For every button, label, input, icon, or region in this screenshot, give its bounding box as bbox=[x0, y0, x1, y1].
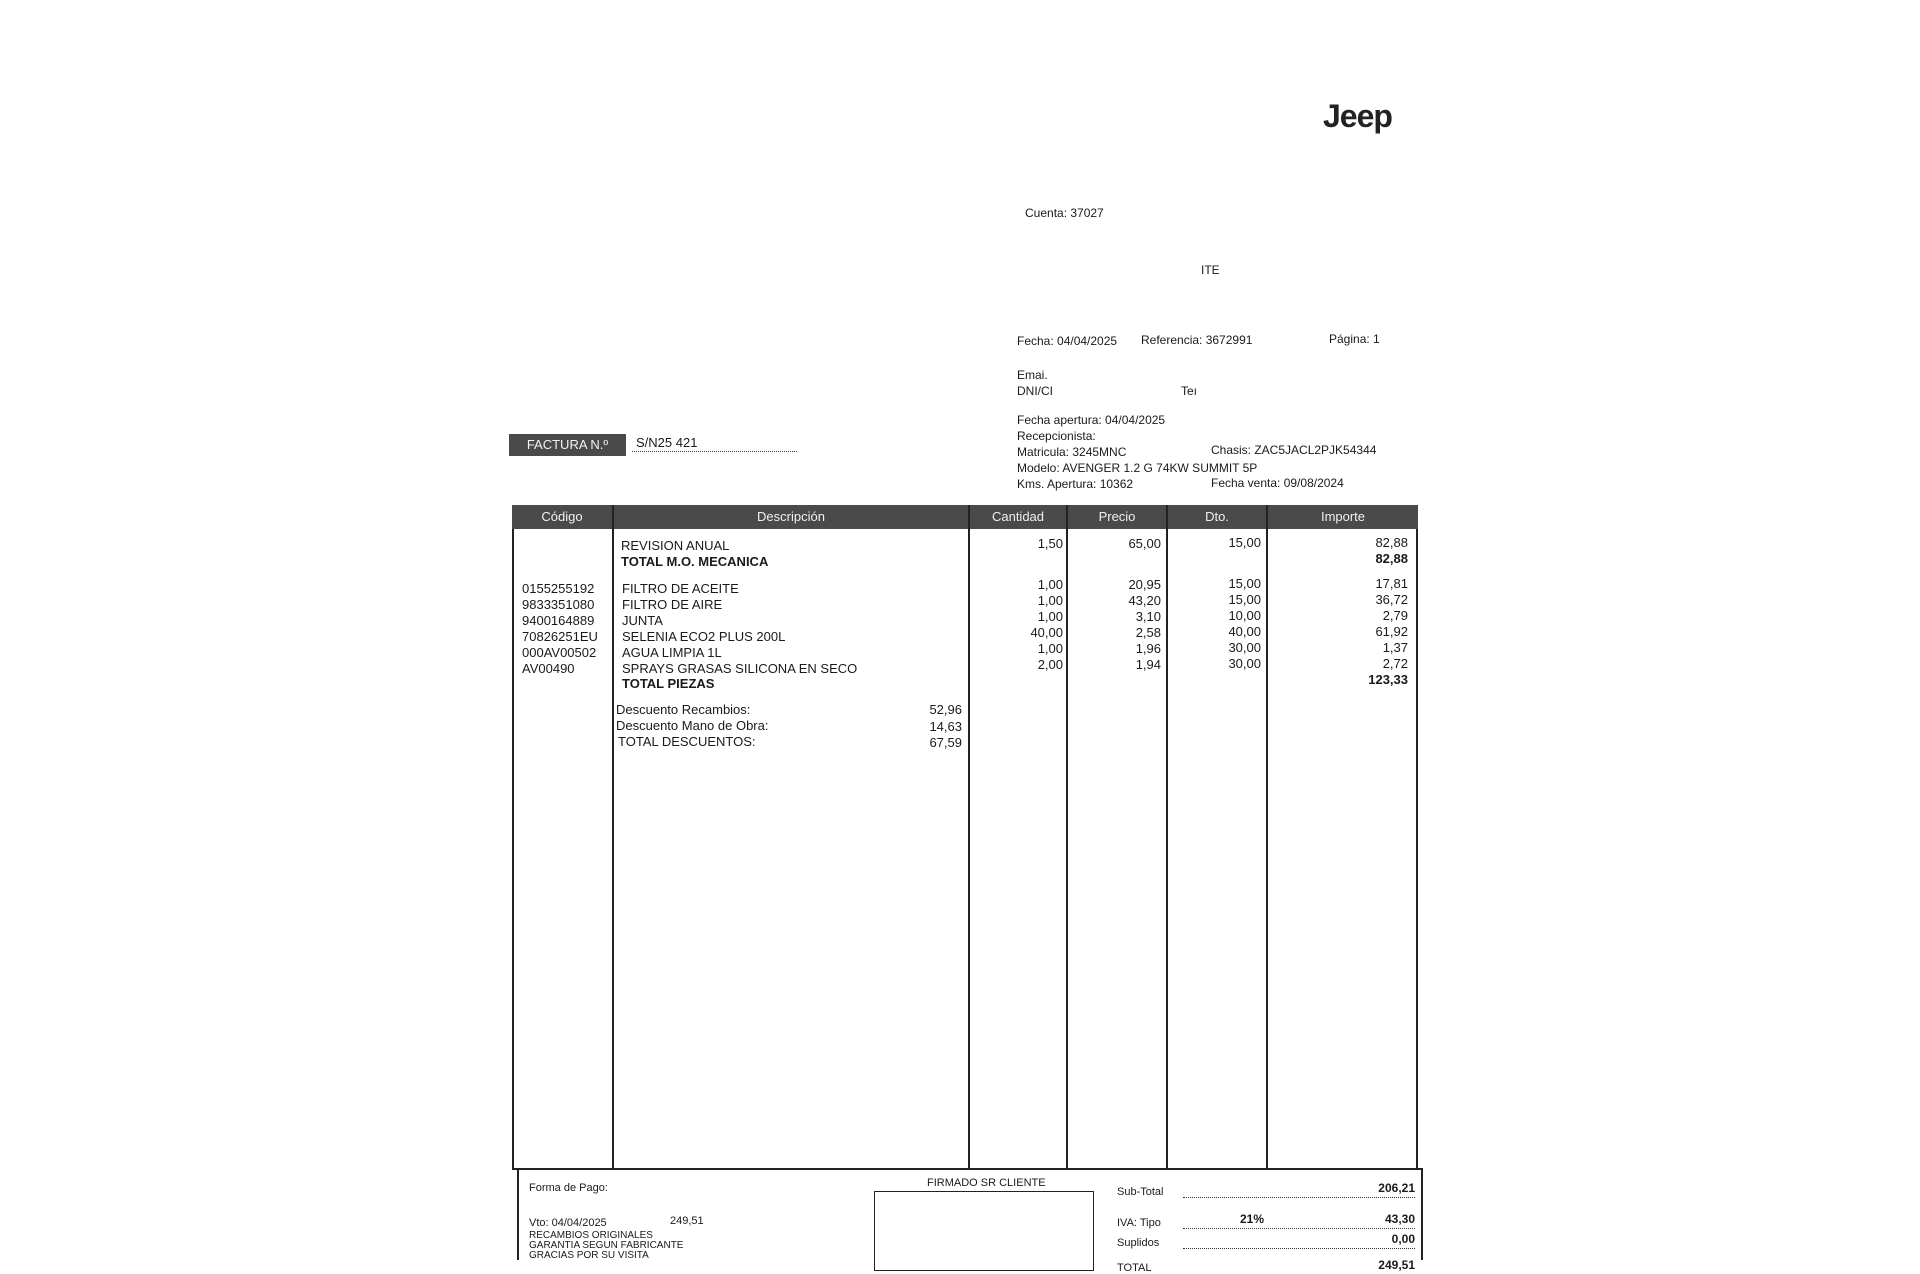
matricula-text: Matricula: 3245MNC bbox=[1017, 445, 1127, 459]
vto-text: Vto: 04/04/2025 bbox=[529, 1217, 607, 1229]
total-value: 249,51 bbox=[1378, 1258, 1415, 1272]
subtotal-value: 206,21 bbox=[1378, 1181, 1415, 1195]
factura-number: S/N25 421 bbox=[636, 435, 698, 450]
part-precio: 1,96 bbox=[1135, 641, 1161, 656]
part-codigo: 9833351080 bbox=[522, 597, 595, 612]
tel-label: Teı bbox=[1181, 384, 1198, 398]
iva-dotted-line bbox=[1183, 1228, 1415, 1229]
footer-note: RECAMBIOS ORIGINALES bbox=[529, 1230, 653, 1241]
parts-total-value: 123,33 bbox=[1368, 672, 1408, 687]
labour-dto: 15,00 bbox=[1228, 535, 1261, 550]
header-importe: Importe bbox=[1320, 509, 1366, 524]
discount-mano-obra-value: 14,63 bbox=[929, 719, 962, 734]
part-precio: 1,94 bbox=[1135, 657, 1161, 672]
header-descripcion: Descripción bbox=[757, 509, 825, 524]
part-importe: 36,72 bbox=[1375, 592, 1408, 607]
part-desc: SPRAYS GRASAS SILICONA EN SECO bbox=[622, 661, 858, 676]
referencia-text: Referencia: 3672991 bbox=[1141, 333, 1253, 347]
subtotal-dotted-line bbox=[1183, 1197, 1415, 1198]
factura-label: FACTURA N.º bbox=[509, 434, 626, 456]
total-descuentos-value: 67,59 bbox=[929, 735, 962, 750]
header-cantidad: Cantidad bbox=[991, 509, 1045, 524]
part-dto: 40,00 bbox=[1228, 624, 1261, 639]
part-cantidad: 2,00 bbox=[1037, 657, 1063, 672]
cuenta-text: Cuenta: 37027 bbox=[1025, 206, 1104, 220]
part-precio: 20,95 bbox=[1128, 577, 1161, 592]
subtotal-label: Sub-Total bbox=[1117, 1186, 1164, 1198]
email-label: Emai. bbox=[1017, 368, 1048, 382]
part-codigo: 0155255192 bbox=[522, 581, 595, 596]
total-label: TOTAL bbox=[1117, 1262, 1152, 1274]
modelo-text: Modelo: AVENGER 1.2 G 74KW SUMMIT 5P bbox=[1017, 461, 1258, 475]
footer-note: GARANTIA SEGUN FABRICANTE bbox=[529, 1240, 684, 1251]
part-importe: 17,81 bbox=[1375, 576, 1408, 591]
part-importe: 2,72 bbox=[1382, 656, 1408, 671]
dni-label: DNI/CI bbox=[1017, 384, 1053, 398]
chasis-text: Chasis: ZAC5JACL2PJK54344 bbox=[1211, 443, 1377, 457]
part-codigo: 000AV00502 bbox=[522, 645, 597, 660]
part-cantidad: 1,00 bbox=[1037, 641, 1063, 656]
part-dto: 10,00 bbox=[1228, 608, 1261, 623]
fecha-text: Fecha: 04/04/2025 bbox=[1017, 334, 1118, 348]
labour-cantidad: 1,50 bbox=[1037, 536, 1063, 551]
part-codigo: 70826251EU bbox=[522, 629, 598, 644]
forma-pago-label: Forma de Pago: bbox=[529, 1182, 608, 1194]
part-precio: 2,58 bbox=[1135, 625, 1161, 640]
part-desc: AGUA LIMPIA 1L bbox=[622, 645, 722, 660]
suplidos-label: Suplidos bbox=[1117, 1237, 1160, 1249]
fecha-apertura-text: Fecha apertura: 04/04/2025 bbox=[1017, 413, 1166, 427]
part-desc: SELENIA ECO2 PLUS 200L bbox=[622, 629, 786, 644]
part-desc: JUNTA bbox=[622, 613, 663, 628]
total-descuentos-label: TOTAL DESCUENTOS: bbox=[618, 734, 756, 749]
header-codigo: Código bbox=[541, 509, 583, 524]
discount-recambios-value: 52,96 bbox=[929, 702, 962, 717]
part-dto: 15,00 bbox=[1228, 576, 1261, 591]
part-dto: 30,00 bbox=[1228, 656, 1261, 671]
labour-desc: REVISION ANUAL bbox=[621, 538, 730, 553]
discount-mano-obra-label: Descuento Mano de Obra: bbox=[616, 718, 769, 733]
part-desc: FILTRO DE AIRE bbox=[622, 597, 723, 612]
part-precio: 43,20 bbox=[1128, 593, 1161, 608]
part-importe: 1,37 bbox=[1382, 640, 1408, 655]
labour-importe: 82,88 bbox=[1375, 535, 1408, 550]
footer-note: GRACIAS POR SU VISITA bbox=[529, 1250, 649, 1261]
part-cantidad: 1,00 bbox=[1037, 609, 1063, 624]
col-divider bbox=[612, 505, 614, 1170]
iva-rate: 21% bbox=[1240, 1212, 1265, 1226]
iva-label: IVA: Tipo bbox=[1117, 1217, 1161, 1229]
part-importe: 2,79 bbox=[1382, 608, 1408, 623]
labour-total-value: 82,88 bbox=[1375, 551, 1408, 566]
suplidos-dotted-line bbox=[1183, 1248, 1415, 1249]
ite-text: ITE bbox=[1201, 263, 1220, 277]
iva-value: 43,30 bbox=[1384, 1212, 1415, 1226]
part-codigo: 9400164889 bbox=[522, 613, 595, 628]
fecha-venta-text: Fecha venta: 09/08/2024 bbox=[1211, 476, 1344, 490]
recepcionista-label: Recepcionista: bbox=[1017, 429, 1096, 443]
part-desc: FILTRO DE ACEITE bbox=[622, 581, 739, 596]
part-dto: 15,00 bbox=[1228, 592, 1261, 607]
part-dto: 30,00 bbox=[1228, 640, 1261, 655]
vto-amount: 249,51 bbox=[670, 1215, 704, 1227]
part-cantidad: 1,00 bbox=[1037, 593, 1063, 608]
part-precio: 3,10 bbox=[1135, 609, 1161, 624]
discount-recambios-label: Descuento Recambios: bbox=[616, 702, 751, 717]
signature-box bbox=[874, 1191, 1094, 1271]
suplidos-value: 0,00 bbox=[1391, 1232, 1415, 1246]
part-importe: 61,92 bbox=[1375, 624, 1408, 639]
header-dto: Dto. bbox=[1205, 509, 1229, 524]
part-codigo: AV00490 bbox=[522, 661, 575, 676]
labour-precio: 65,00 bbox=[1128, 536, 1161, 551]
footer-notes bbox=[529, 1231, 683, 1261]
jeep-logo: Jeep bbox=[1323, 98, 1392, 134]
factura-dotted-line bbox=[632, 451, 797, 452]
header-precio: Precio bbox=[1098, 509, 1136, 524]
parts-total-label: TOTAL PIEZAS bbox=[622, 676, 715, 691]
kms-text: Kms. Apertura: 10362 bbox=[1017, 477, 1134, 491]
part-cantidad: 1,00 bbox=[1037, 577, 1063, 592]
part-cantidad: 40,00 bbox=[1030, 625, 1063, 640]
pagina-text: Página: 1 bbox=[1329, 332, 1380, 346]
firmado-label: FIRMADO SR CLIENTE bbox=[927, 1177, 1046, 1189]
labour-total-label: TOTAL M.O. MECANICA bbox=[621, 554, 769, 569]
